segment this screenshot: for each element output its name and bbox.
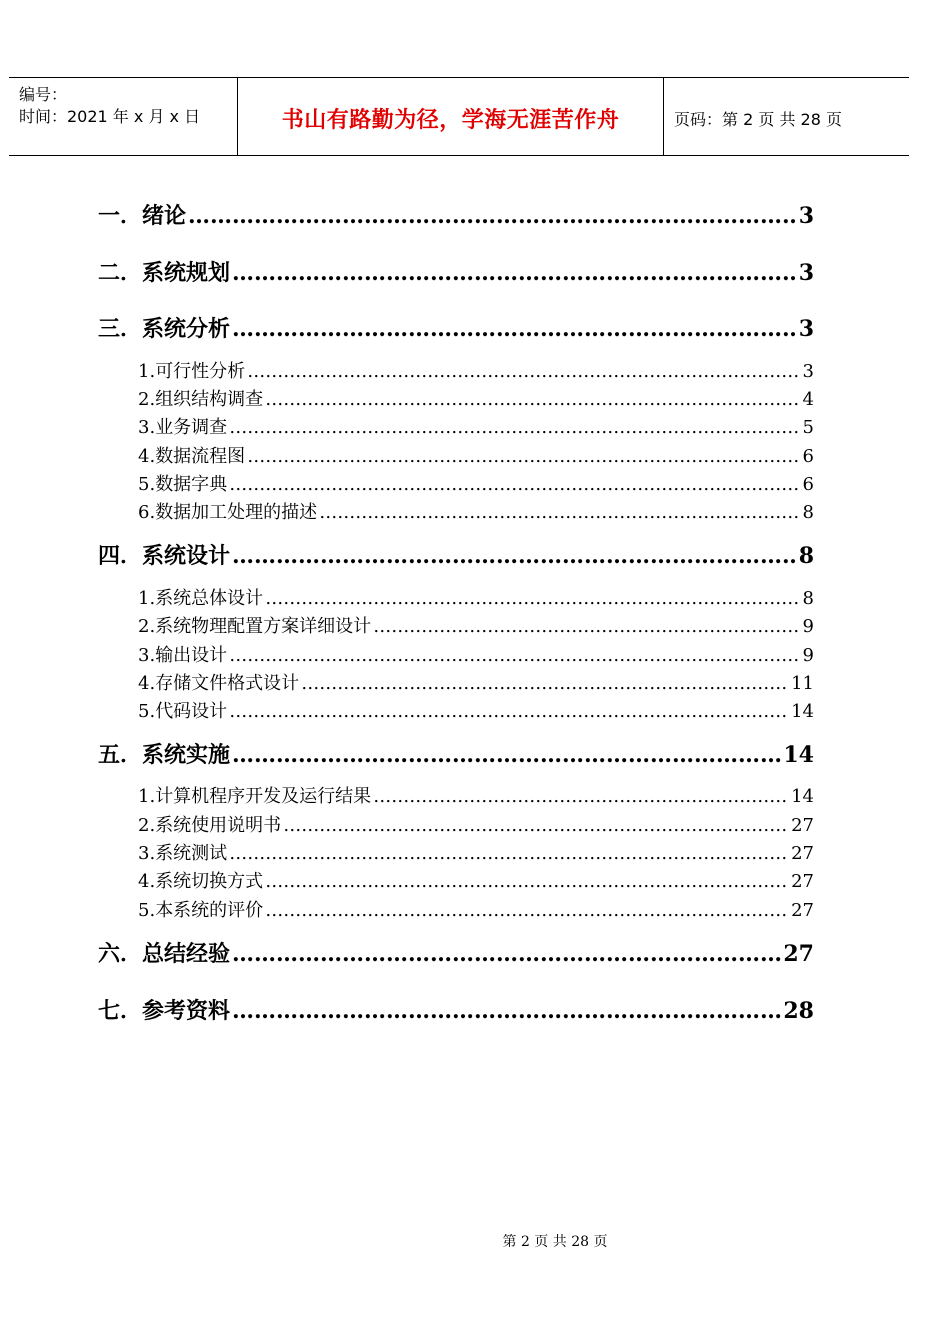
toc-entry-page: 6 [802, 474, 814, 495]
toc-entry-page: 14 [783, 742, 814, 768]
toc-entry-number: 1. [138, 361, 156, 382]
toc-entry-page: 3 [798, 260, 814, 286]
header-page-cell [664, 78, 909, 155]
toc-entry-page: 27 [783, 941, 814, 967]
toc-leader-dots [319, 502, 800, 523]
toc-entry-chapter-7[interactable] [98, 994, 814, 1025]
toc-entry-number: 3. [138, 417, 156, 438]
toc-entry-title: 存储文件格式设计 [155, 673, 300, 694]
toc-entry-title: 组织结构调查 [155, 389, 264, 410]
toc-entry-chapter-4[interactable] [98, 539, 814, 570]
toc-entry-page: 9 [802, 616, 814, 637]
document-number-label: 编号： [19, 85, 68, 104]
toc-entry-title: 数据加工处理的描述 [155, 502, 318, 523]
toc-entry-number: 四． [98, 543, 143, 569]
toc-entry-chapter-1[interactable] [98, 199, 814, 230]
toc-leader-dots [188, 203, 797, 229]
toc-entry-title: 本系统的评价 [155, 900, 264, 921]
toc-leader-dots [232, 941, 781, 967]
toc-entry-title: 系统分析 [142, 316, 231, 342]
toc-leader-dots [229, 645, 800, 666]
toc-entry-number: 4. [138, 446, 156, 467]
toc-leader-dots [265, 588, 800, 609]
toc-entry-page: 28 [783, 998, 814, 1024]
toc-entry-page: 5 [802, 417, 814, 438]
toc-entry-title: 输出设计 [155, 645, 228, 666]
toc-entry-section[interactable] [138, 584, 814, 610]
toc-entry-number: 4. [138, 871, 156, 892]
toc-entry-number: 5. [138, 701, 156, 722]
toc-entry-title: 系统测试 [155, 843, 228, 864]
toc-leader-dots [283, 815, 789, 836]
toc-entry-number: 六． [98, 941, 143, 967]
toc-leader-dots [373, 616, 800, 637]
toc-leader-dots [229, 701, 789, 722]
toc-leader-dots [232, 543, 797, 569]
toc-entry-number: 三． [98, 316, 143, 342]
toc-leader-dots [373, 786, 789, 807]
toc-entry-chapter-6[interactable] [98, 937, 814, 968]
toc-leader-dots [232, 742, 781, 768]
toc-entry-section[interactable] [138, 357, 814, 383]
toc-leader-dots [232, 260, 797, 286]
header-motto-cell [238, 78, 664, 155]
toc-entry-section[interactable] [138, 782, 814, 808]
toc-entry-title: 系统设计 [142, 543, 231, 569]
toc-leader-dots [247, 361, 800, 382]
toc-leader-dots [229, 843, 789, 864]
toc-entry-title: 代码设计 [155, 701, 228, 722]
toc-leader-dots [229, 417, 800, 438]
toc-entry-page: 6 [802, 446, 814, 467]
toc-entry-number: 5. [138, 900, 156, 921]
toc-entry-title: 系统规划 [142, 260, 231, 286]
toc-entry-page: 27 [791, 843, 814, 864]
toc-entry-number: 6. [138, 502, 156, 523]
toc-entry-title: 系统总体设计 [155, 588, 264, 609]
toc-entry-page: 14 [791, 701, 814, 722]
toc-entry-section[interactable] [138, 896, 814, 922]
page-header [9, 77, 909, 156]
toc-entry-number: 2. [138, 389, 156, 410]
toc-entry-page: 27 [791, 871, 814, 892]
toc-leader-dots [265, 389, 800, 410]
toc-leader-dots [301, 673, 789, 694]
toc-entry-number: 七． [98, 998, 143, 1024]
toc-entry-page: 11 [791, 673, 814, 694]
toc-entry-chapter-3[interactable] [98, 312, 814, 343]
page-footer: 第 2 页 共 28 页 [502, 1234, 608, 1250]
toc-entry-section[interactable] [138, 413, 814, 439]
toc-entry-section[interactable] [138, 867, 814, 893]
toc-entry-number: 2. [138, 815, 156, 836]
toc-entry-title: 数据流程图 [155, 446, 246, 467]
toc-entry-page: 3 [798, 316, 814, 342]
toc-entry-page: 27 [791, 900, 814, 921]
toc-entry-number: 3. [138, 843, 156, 864]
toc-leader-dots [232, 316, 797, 342]
toc-entry-number: 5. [138, 474, 156, 495]
toc-entry-section[interactable] [138, 697, 814, 723]
header-page-number: 页码：第 2 页 共 28 页 [674, 110, 842, 129]
toc-entry-title: 绪论 [142, 203, 187, 229]
toc-entry-chapter-2[interactable] [98, 256, 814, 287]
toc-leader-dots [229, 474, 800, 495]
header-motto: 书山有路勤为径，学海无涯苦作舟 [281, 108, 620, 133]
toc-entry-section[interactable] [138, 811, 814, 837]
toc-entry-page: 8 [802, 588, 814, 609]
toc-entry-title: 系统切换方式 [155, 871, 264, 892]
toc-entry-title: 参考资料 [142, 998, 231, 1024]
toc-entry-section[interactable] [138, 442, 814, 468]
toc-leader-dots [265, 871, 789, 892]
toc-entry-page: 14 [791, 786, 814, 807]
toc-entry-number: 1. [138, 588, 156, 609]
toc-entry-number: 一． [98, 203, 143, 229]
toc-entry-section[interactable] [138, 612, 814, 638]
toc-entry-page: 3 [798, 203, 814, 229]
toc-entry-page: 9 [802, 645, 814, 666]
toc-entry-number: 1. [138, 786, 156, 807]
document-date: 时间：2021 年 x 月 x 日 [19, 107, 201, 126]
toc-entry-page: 8 [802, 502, 814, 523]
toc-entry-chapter-5[interactable] [98, 738, 814, 769]
toc-entry-title: 业务调查 [155, 417, 228, 438]
toc-entry-section[interactable] [138, 839, 814, 865]
toc-entry-number: 二． [98, 260, 143, 286]
toc-entry-page: 8 [798, 543, 814, 569]
toc-entry-page: 27 [791, 815, 814, 836]
toc-entry-title: 系统物理配置方案详细设计 [155, 616, 372, 637]
toc-entry-number: 3. [138, 645, 156, 666]
toc-entry-number: 五． [98, 742, 143, 768]
toc-entry-section[interactable] [138, 669, 814, 695]
toc-entry-section[interactable] [138, 470, 814, 496]
toc-entry-section[interactable] [138, 385, 814, 411]
header-meta-cell [9, 78, 238, 155]
toc-entry-page: 4 [802, 389, 814, 410]
toc-entry-title: 系统实施 [142, 742, 231, 768]
toc-entry-title: 计算机程序开发及运行结果 [155, 786, 372, 807]
toc-entry-section[interactable] [138, 641, 814, 667]
toc-entry-page: 3 [802, 361, 814, 382]
toc-leader-dots [265, 900, 789, 921]
toc-entry-title: 总结经验 [142, 941, 231, 967]
toc-entry-number: 4. [138, 673, 156, 694]
toc-entry-title: 系统使用说明书 [155, 815, 282, 836]
toc-leader-dots [247, 446, 800, 467]
toc-leader-dots [232, 998, 781, 1024]
toc-entry-section[interactable] [138, 498, 814, 524]
toc-entry-title: 可行性分析 [155, 361, 246, 382]
toc-entry-number: 2. [138, 616, 156, 637]
toc-entry-title: 数据字典 [155, 474, 228, 495]
